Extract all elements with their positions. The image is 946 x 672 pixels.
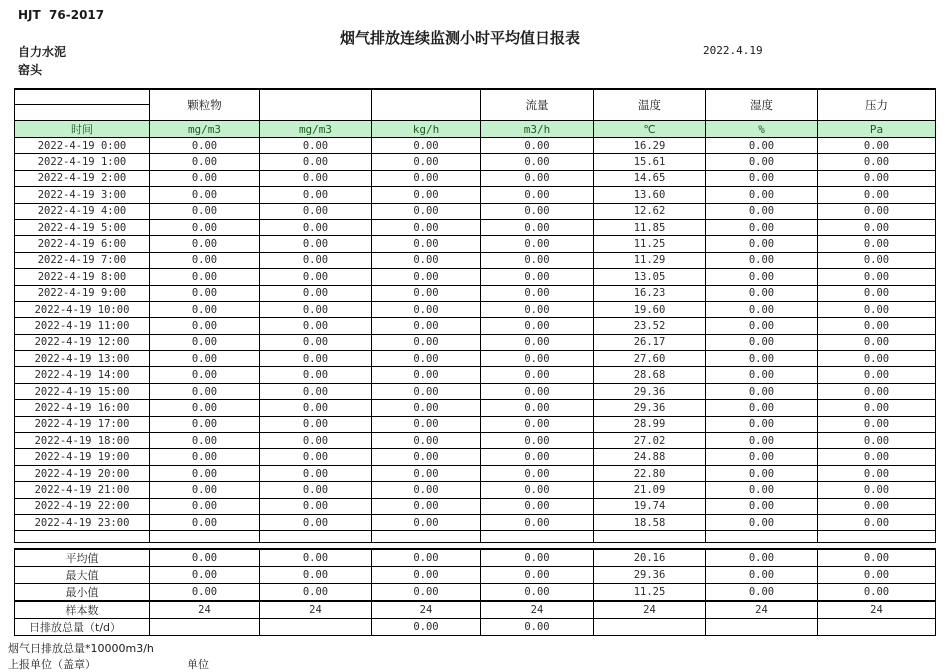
time-cell: 2022-4-19 19:00 [15, 449, 150, 465]
blank-cell [372, 531, 481, 543]
time-cell: 2022-4-19 22:00 [15, 498, 150, 514]
table-row [15, 416, 936, 432]
value-cell: 0.00 [481, 236, 594, 252]
blank-cell [150, 531, 260, 543]
summary-value-cell: 0.00 [706, 567, 818, 584]
summary-value-cell: 0.00 [150, 567, 260, 584]
value-cell: 0.00 [706, 285, 818, 301]
value-cell: 0.00 [150, 269, 260, 285]
value-cell: 0.00 [150, 465, 260, 481]
value-cell: 0.00 [150, 154, 260, 170]
value-cell: 0.00 [481, 170, 594, 186]
unit-header: kg/h [372, 121, 481, 138]
value-cell: 0.00 [706, 465, 818, 481]
value-cell: 0.00 [150, 514, 260, 530]
summary-label: 平均值 [15, 549, 150, 567]
summary-row [15, 601, 936, 619]
value-cell: 0.00 [706, 252, 818, 268]
table-row [15, 187, 936, 203]
time-cell: 2022-4-19 21:00 [15, 482, 150, 498]
value-cell: 0.00 [260, 416, 372, 432]
blank-row [15, 531, 936, 543]
time-cell: 2022-4-19 18:00 [15, 433, 150, 449]
value-cell: 0.00 [260, 187, 372, 203]
value-cell: 0.00 [372, 498, 481, 514]
value-cell: 0.00 [372, 433, 481, 449]
value-cell: 0.00 [481, 400, 594, 416]
value-cell: 0.00 [818, 219, 936, 235]
summary-value-cell: 0.00 [260, 567, 372, 584]
value-cell: 0.00 [818, 269, 936, 285]
value-cell: 28.68 [594, 367, 706, 383]
value-cell: 0.00 [818, 252, 936, 268]
value-cell: 0.00 [260, 269, 372, 285]
table-row [15, 252, 936, 268]
value-cell: 0.00 [706, 203, 818, 219]
value-cell: 22.80 [594, 465, 706, 481]
value-cell: 0.00 [372, 269, 481, 285]
unit-header: Pa [818, 121, 936, 138]
value-cell: 29.36 [594, 383, 706, 399]
value-cell: 0.00 [150, 498, 260, 514]
summary-label: 最大值 [15, 567, 150, 584]
value-cell: 0.00 [818, 154, 936, 170]
table-row [15, 219, 936, 235]
time-cell: 2022-4-19 1:00 [15, 154, 150, 170]
value-cell: 0.00 [260, 318, 372, 334]
value-cell: 0.00 [150, 367, 260, 383]
value-cell: 0.00 [706, 318, 818, 334]
column-group-header: 压力 [818, 89, 936, 121]
value-cell: 0.00 [818, 367, 936, 383]
table-row [15, 400, 936, 416]
unit-row [15, 121, 936, 138]
value-cell: 0.00 [260, 367, 372, 383]
value-cell: 0.00 [706, 334, 818, 350]
value-cell: 0.00 [706, 482, 818, 498]
footnote-unit: 单位 [187, 658, 209, 671]
value-cell: 0.00 [260, 219, 372, 235]
summary-value-cell: 0.00 [818, 549, 936, 567]
value-cell: 0.00 [260, 334, 372, 350]
value-cell: 0.00 [481, 465, 594, 481]
table-row [15, 301, 936, 317]
value-cell: 27.02 [594, 433, 706, 449]
column-group-header [260, 89, 372, 121]
value-cell: 0.00 [372, 236, 481, 252]
summary-value-cell: 24 [481, 601, 594, 619]
summary-value-cell: 20.16 [594, 549, 706, 567]
value-cell: 15.61 [594, 154, 706, 170]
summary-value-cell: 0.00 [150, 549, 260, 567]
table-row [15, 433, 936, 449]
value-cell: 0.00 [372, 138, 481, 154]
summary-row [15, 619, 936, 636]
doc-code: HJT 76-2017 [18, 8, 105, 22]
value-cell: 0.00 [706, 219, 818, 235]
value-cell: 0.00 [150, 334, 260, 350]
time-cell: 2022-4-19 2:00 [15, 170, 150, 186]
value-cell: 0.00 [481, 269, 594, 285]
value-cell: 0.00 [706, 400, 818, 416]
value-cell: 11.25 [594, 236, 706, 252]
summary-value-cell: 24 [372, 601, 481, 619]
time-cell: 2022-4-19 3:00 [15, 187, 150, 203]
value-cell: 26.17 [594, 334, 706, 350]
unit-header: m3/h [481, 121, 594, 138]
value-cell: 0.00 [818, 433, 936, 449]
value-cell: 0.00 [150, 170, 260, 186]
value-cell: 0.00 [481, 187, 594, 203]
value-cell: 0.00 [481, 334, 594, 350]
summary-value-cell: 24 [260, 601, 372, 619]
time-cell: 2022-4-19 8:00 [15, 269, 150, 285]
summary-value-cell: 0.00 [706, 584, 818, 602]
value-cell: 0.00 [481, 514, 594, 530]
value-cell: 0.00 [372, 154, 481, 170]
summary-value-cell: 0.00 [260, 549, 372, 567]
time-header-spacer [15, 105, 150, 121]
summary-label: 日排放总量（t/d） [15, 619, 150, 636]
table-row [15, 334, 936, 350]
value-cell: 12.62 [594, 203, 706, 219]
value-cell: 0.00 [372, 367, 481, 383]
time-cell: 2022-4-19 9:00 [15, 285, 150, 301]
summary-value-cell [594, 619, 706, 636]
value-cell: 0.00 [818, 203, 936, 219]
summary-row [15, 584, 936, 602]
summary-value-cell: 0.00 [260, 584, 372, 602]
value-cell: 0.00 [481, 416, 594, 432]
value-cell: 0.00 [481, 154, 594, 170]
value-cell: 0.00 [150, 400, 260, 416]
blank-cell [594, 531, 706, 543]
value-cell: 0.00 [150, 449, 260, 465]
value-cell: 0.00 [372, 219, 481, 235]
time-cell: 2022-4-19 16:00 [15, 400, 150, 416]
table-row [15, 449, 936, 465]
value-cell: 0.00 [818, 318, 936, 334]
value-cell: 0.00 [706, 269, 818, 285]
value-cell: 0.00 [706, 236, 818, 252]
value-cell: 24.88 [594, 449, 706, 465]
table-row [15, 367, 936, 383]
value-cell: 0.00 [818, 482, 936, 498]
summary-value-cell: 0.00 [372, 619, 481, 636]
summary-value-cell: 24 [150, 601, 260, 619]
summary-value-cell: 24 [818, 601, 936, 619]
value-cell: 0.00 [150, 138, 260, 154]
blank-cell [15, 531, 150, 543]
value-cell: 0.00 [260, 170, 372, 186]
summary-value-cell: 11.25 [594, 584, 706, 602]
value-cell: 0.00 [372, 187, 481, 203]
time-cell: 2022-4-19 15:00 [15, 383, 150, 399]
value-cell: 0.00 [260, 138, 372, 154]
value-cell: 0.00 [706, 138, 818, 154]
time-cell: 2022-4-19 5:00 [15, 219, 150, 235]
value-cell: 0.00 [481, 252, 594, 268]
value-cell: 0.00 [372, 301, 481, 317]
unit-header: mg/m3 [150, 121, 260, 138]
value-cell: 18.58 [594, 514, 706, 530]
time-cell: 2022-4-19 4:00 [15, 203, 150, 219]
table-row [15, 383, 936, 399]
value-cell: 23.52 [594, 318, 706, 334]
value-cell: 0.00 [150, 301, 260, 317]
value-cell: 0.00 [818, 351, 936, 367]
summary-label: 样本数 [15, 601, 150, 619]
value-cell: 0.00 [706, 498, 818, 514]
table-row [15, 138, 936, 154]
summary-value-cell: 0.00 [481, 619, 594, 636]
value-cell: 0.00 [260, 482, 372, 498]
value-cell: 0.00 [706, 514, 818, 530]
value-cell: 13.05 [594, 269, 706, 285]
value-cell: 0.00 [481, 351, 594, 367]
table-row [15, 482, 936, 498]
report-date: 2022.4.19 [703, 44, 763, 57]
value-cell: 0.00 [150, 482, 260, 498]
value-cell: 0.00 [818, 465, 936, 481]
value-cell: 16.23 [594, 285, 706, 301]
value-cell: 0.00 [260, 383, 372, 399]
header-row-top [15, 89, 936, 105]
value-cell: 0.00 [818, 170, 936, 186]
company-name: 自力水泥 [18, 45, 67, 59]
value-cell: 0.00 [260, 285, 372, 301]
value-cell: 0.00 [372, 351, 481, 367]
report-table [14, 88, 936, 636]
summary-value-cell: 29.36 [594, 567, 706, 584]
time-cell: 2022-4-19 0:00 [15, 138, 150, 154]
value-cell: 0.00 [481, 285, 594, 301]
value-cell: 0.00 [372, 416, 481, 432]
value-cell: 0.00 [260, 351, 372, 367]
value-cell: 11.29 [594, 252, 706, 268]
blank-cell [706, 531, 818, 543]
value-cell: 0.00 [481, 367, 594, 383]
time-cell: 2022-4-19 20:00 [15, 465, 150, 481]
value-cell: 0.00 [372, 334, 481, 350]
value-cell: 0.00 [150, 203, 260, 219]
value-cell: 0.00 [481, 433, 594, 449]
value-cell: 0.00 [372, 465, 481, 481]
value-cell: 0.00 [481, 138, 594, 154]
summary-value-cell [260, 619, 372, 636]
value-cell: 0.00 [372, 383, 481, 399]
value-cell: 0.00 [260, 514, 372, 530]
blank-cell [260, 531, 372, 543]
summary-label: 最小值 [15, 584, 150, 602]
value-cell: 0.00 [150, 187, 260, 203]
value-cell: 0.00 [260, 252, 372, 268]
value-cell: 0.00 [706, 187, 818, 203]
value-cell: 0.00 [150, 219, 260, 235]
value-cell: 0.00 [481, 219, 594, 235]
value-cell: 19.60 [594, 301, 706, 317]
time-cell: 2022-4-19 11:00 [15, 318, 150, 334]
value-cell: 0.00 [260, 203, 372, 219]
value-cell: 0.00 [372, 482, 481, 498]
monitoring-point: 窑头 [18, 63, 43, 77]
summary-value-cell: 24 [706, 601, 818, 619]
table-row [15, 154, 936, 170]
unit-header: mg/m3 [260, 121, 372, 138]
unit-header: ℃ [594, 121, 706, 138]
time-cell: 2022-4-19 23:00 [15, 514, 150, 530]
summary-value-cell: 0.00 [150, 584, 260, 602]
column-group-header [372, 89, 481, 121]
value-cell: 0.00 [150, 318, 260, 334]
value-cell: 0.00 [372, 449, 481, 465]
value-cell: 0.00 [818, 187, 936, 203]
value-cell: 0.00 [481, 498, 594, 514]
column-group-header: 流量 [481, 89, 594, 121]
value-cell: 0.00 [481, 383, 594, 399]
summary-value-cell: 0.00 [706, 549, 818, 567]
value-cell: 0.00 [150, 351, 260, 367]
unit-header: % [706, 121, 818, 138]
value-cell: 0.00 [818, 498, 936, 514]
value-cell: 0.00 [260, 449, 372, 465]
time-cell: 2022-4-19 12:00 [15, 334, 150, 350]
value-cell: 0.00 [260, 236, 372, 252]
value-cell: 0.00 [818, 301, 936, 317]
value-cell: 11.85 [594, 219, 706, 235]
summary-row [15, 549, 936, 567]
value-cell: 0.00 [260, 154, 372, 170]
time-cell: 2022-4-19 6:00 [15, 236, 150, 252]
value-cell: 0.00 [706, 154, 818, 170]
value-cell: 13.60 [594, 187, 706, 203]
value-cell: 0.00 [150, 236, 260, 252]
value-cell: 0.00 [706, 383, 818, 399]
value-cell: 29.36 [594, 400, 706, 416]
value-cell: 0.00 [372, 400, 481, 416]
time-cell: 2022-4-19 17:00 [15, 416, 150, 432]
value-cell: 0.00 [481, 449, 594, 465]
page-title: 烟气排放连续监测小时平均值日报表 [339, 29, 580, 47]
table-row [15, 498, 936, 514]
summary-value-cell: 0.00 [481, 549, 594, 567]
value-cell: 28.99 [594, 416, 706, 432]
value-cell: 0.00 [818, 236, 936, 252]
table-row [15, 285, 936, 301]
value-cell: 0.00 [818, 334, 936, 350]
value-cell: 0.00 [818, 383, 936, 399]
summary-value-cell: 0.00 [372, 549, 481, 567]
table-row [15, 269, 936, 285]
value-cell: 0.00 [260, 433, 372, 449]
table-row [15, 203, 936, 219]
time-header-spacer [15, 89, 150, 105]
blank-cell [481, 531, 594, 543]
value-cell: 0.00 [818, 416, 936, 432]
summary-value-cell: 0.00 [372, 584, 481, 602]
value-cell: 0.00 [150, 433, 260, 449]
summary-value-cell: 0.00 [481, 584, 594, 602]
footnote-reporting-unit: 上报单位（盖章） [8, 658, 96, 671]
table-row [15, 236, 936, 252]
value-cell: 19.74 [594, 498, 706, 514]
value-cell: 0.00 [372, 203, 481, 219]
value-cell: 0.00 [150, 416, 260, 432]
value-cell: 21.09 [594, 482, 706, 498]
value-cell: 0.00 [818, 285, 936, 301]
value-cell: 0.00 [706, 449, 818, 465]
summary-value-cell: 0.00 [818, 584, 936, 602]
time-cell: 2022-4-19 10:00 [15, 301, 150, 317]
table-row [15, 170, 936, 186]
table-row [15, 514, 936, 530]
value-cell: 0.00 [481, 482, 594, 498]
value-cell: 0.00 [150, 252, 260, 268]
value-cell: 0.00 [150, 285, 260, 301]
value-cell: 0.00 [260, 498, 372, 514]
value-cell: 0.00 [706, 367, 818, 383]
value-cell: 0.00 [260, 301, 372, 317]
value-cell: 27.60 [594, 351, 706, 367]
blank-cell [818, 531, 936, 543]
column-group-header: 湿度 [706, 89, 818, 121]
value-cell: 16.29 [594, 138, 706, 154]
value-cell: 0.00 [372, 252, 481, 268]
value-cell: 0.00 [706, 416, 818, 432]
column-group-header: 颗粒物 [150, 89, 260, 121]
value-cell: 0.00 [260, 400, 372, 416]
value-cell: 0.00 [706, 170, 818, 186]
time-cell: 2022-4-19 13:00 [15, 351, 150, 367]
value-cell: 0.00 [818, 138, 936, 154]
footnote-total-flow: 烟气日排放总量*10000m3/h [8, 642, 154, 655]
summary-value-cell: 24 [594, 601, 706, 619]
value-cell: 0.00 [260, 465, 372, 481]
value-cell: 0.00 [372, 285, 481, 301]
value-cell: 0.00 [372, 318, 481, 334]
value-cell: 0.00 [481, 203, 594, 219]
summary-value-cell: 0.00 [372, 567, 481, 584]
value-cell: 0.00 [706, 301, 818, 317]
value-cell: 0.00 [372, 170, 481, 186]
column-group-header: 温度 [594, 89, 706, 121]
value-cell: 0.00 [818, 449, 936, 465]
table-row [15, 318, 936, 334]
time-cell: 2022-4-19 14:00 [15, 367, 150, 383]
value-cell: 0.00 [372, 514, 481, 530]
value-cell: 0.00 [481, 301, 594, 317]
time-column-header: 时间 [15, 121, 150, 138]
value-cell: 0.00 [706, 351, 818, 367]
value-cell: 0.00 [481, 318, 594, 334]
summary-value-cell [150, 619, 260, 636]
value-cell: 0.00 [150, 383, 260, 399]
summary-value-cell: 0.00 [481, 567, 594, 584]
table-row [15, 465, 936, 481]
value-cell: 0.00 [818, 514, 936, 530]
value-cell: 0.00 [706, 433, 818, 449]
value-cell: 0.00 [818, 400, 936, 416]
time-cell: 2022-4-19 7:00 [15, 252, 150, 268]
summary-value-cell [706, 619, 818, 636]
summary-row [15, 567, 936, 584]
table-row [15, 351, 936, 367]
summary-value-cell: 0.00 [818, 567, 936, 584]
value-cell: 14.65 [594, 170, 706, 186]
summary-value-cell [818, 619, 936, 636]
